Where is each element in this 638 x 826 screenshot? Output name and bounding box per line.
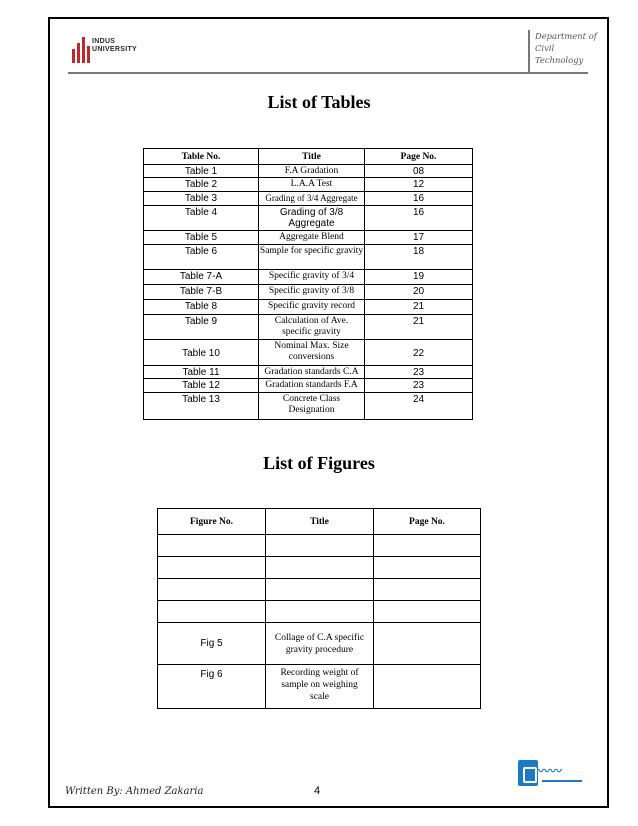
company-logo	[518, 760, 584, 792]
column-header-title: Title	[266, 509, 374, 535]
table-row: Table 10 Nominal Max. Size conversions 22	[144, 340, 473, 366]
table-row: Table 13 Concrete Class Designation 24	[144, 393, 473, 420]
table-row: Fig 5 Collage of C.A specific gravity procedure	[158, 623, 481, 665]
table-row	[158, 557, 481, 579]
table-row: Table 11 Gradation standards C.A 23	[144, 366, 473, 379]
company-logo-mark-icon	[518, 760, 538, 786]
footer-author: Written By: Ahmed Zakaria	[65, 786, 204, 797]
table-row: Table 2 L.A.A Test 12	[144, 178, 473, 192]
header-rule	[68, 72, 528, 74]
table-row: Table 12 Gradation standards F.A 23	[144, 379, 473, 393]
list-of-figures-table	[157, 508, 481, 709]
company-logo-script-icon: 〰〰	[538, 764, 563, 778]
table-header-row	[158, 509, 481, 535]
column-header-page-no: Page No.	[374, 509, 481, 535]
table-row: Table 5 Aggregate Blend 17	[144, 231, 473, 245]
list-of-figures-heading: List of Figures	[263, 453, 375, 473]
table-row: Table 7-A Specific gravity of 3/4 19	[144, 270, 473, 285]
column-header-page-no: Page No.	[365, 149, 473, 165]
table-header-row	[144, 149, 473, 165]
table-row: Fig 6 Recording weight of sample on weighing scale	[158, 665, 481, 709]
table-row: Table 1 F.A Gradation 08	[144, 165, 473, 178]
logo-text: INDUS UNIVERSITY	[92, 38, 138, 53]
page-number: 4	[314, 785, 321, 797]
column-header-table-no: Table No.	[144, 149, 259, 165]
list-of-tables-heading: List of Tables	[267, 92, 371, 112]
table-row: Table 9 Calculation of Ave. specific gravity 21	[144, 315, 473, 340]
table-row: Table 7-B Specific gravity of 3/8 20	[144, 285, 473, 300]
table-row	[158, 535, 481, 557]
column-header-title: Title	[259, 149, 365, 165]
table-row: Table 3 Grading of 3/4 Aggregate 16	[144, 192, 473, 206]
table-row: Table 8 Specific gravity record 21	[144, 300, 473, 315]
column-header-figure-no: Figure No.	[158, 509, 266, 535]
university-logo	[70, 35, 145, 65]
table-row: Table 6 Sample for specific gravity 18	[144, 245, 473, 270]
table-row	[158, 579, 481, 601]
table-row: Table 4 Grading of 3/8 Aggregate 16	[144, 206, 473, 231]
department-label: Department of Civil Technology	[528, 30, 588, 74]
table-row	[158, 601, 481, 623]
list-of-tables-table	[143, 148, 473, 420]
